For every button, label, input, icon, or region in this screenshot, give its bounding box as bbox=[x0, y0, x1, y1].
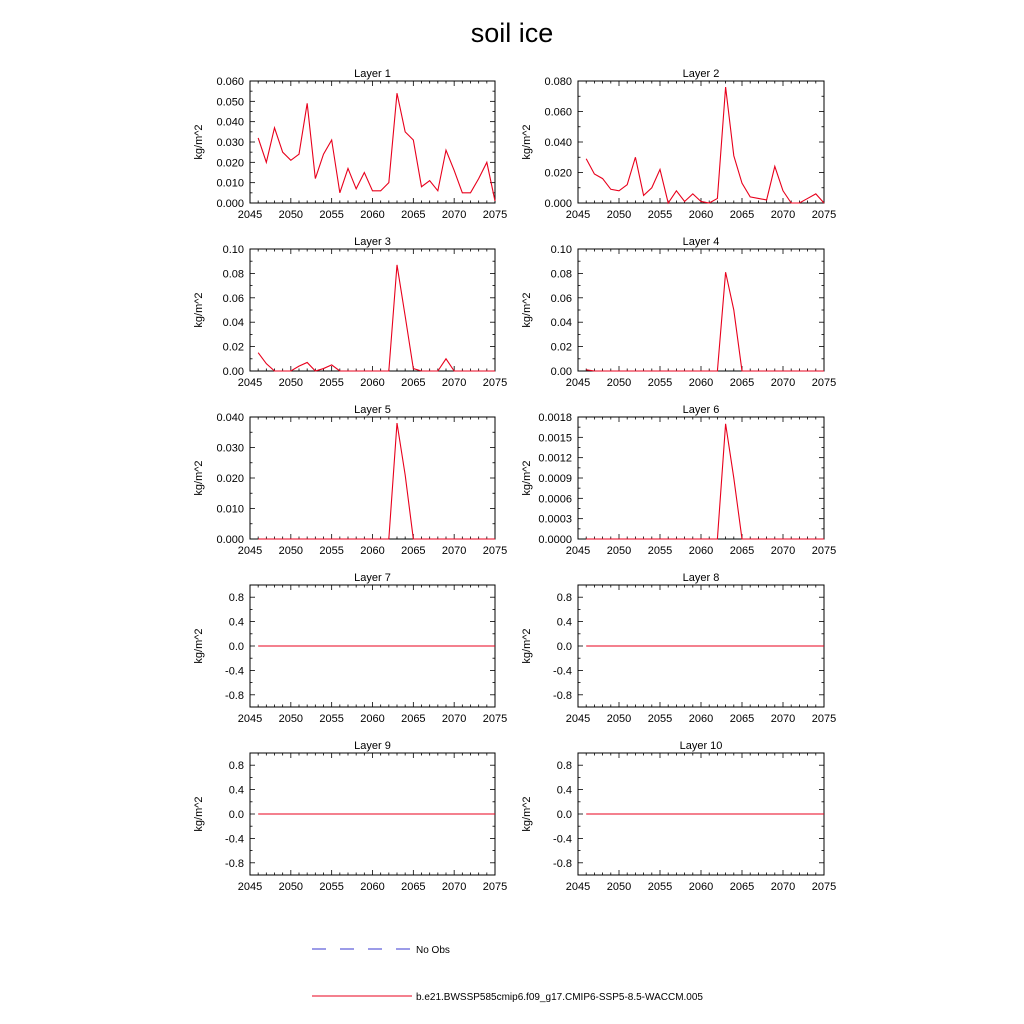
x-tick-label: 2075 bbox=[482, 209, 508, 221]
series-line bbox=[258, 265, 495, 371]
x-tick-label: 2065 bbox=[729, 209, 755, 221]
x-tick-label: 2055 bbox=[319, 881, 344, 893]
x-tick-label: 2075 bbox=[811, 713, 837, 725]
series-line bbox=[586, 424, 824, 539]
x-tick-label: 2070 bbox=[441, 377, 467, 389]
x-tick-label: 2050 bbox=[606, 209, 632, 221]
panel-title: Layer 4 bbox=[682, 236, 720, 248]
x-tick-label: 2065 bbox=[401, 209, 426, 221]
y-tick-label: 0.4 bbox=[556, 784, 572, 797]
x-tick-label: 2065 bbox=[729, 545, 755, 557]
x-tick-label: 2055 bbox=[319, 209, 344, 221]
y-tick-label: -0.4 bbox=[225, 665, 244, 678]
panel-title: Layer 6 bbox=[682, 404, 720, 416]
y-tick-label: 0.050 bbox=[216, 96, 244, 109]
x-tick-label: 2070 bbox=[770, 881, 796, 893]
y-tick-label: 0.060 bbox=[544, 106, 572, 119]
x-tick-label: 2070 bbox=[441, 881, 467, 893]
x-tick-label: 2045 bbox=[565, 545, 591, 557]
x-tick-label: 2065 bbox=[401, 377, 426, 389]
x-tick-label: 2060 bbox=[360, 881, 385, 893]
y-tick-label: 0.010 bbox=[216, 177, 244, 190]
x-tick-label: 2065 bbox=[401, 881, 426, 893]
x-tick-label: 2070 bbox=[770, 713, 796, 725]
y-tick-label: 0.0006 bbox=[538, 493, 572, 506]
x-tick-label: 2075 bbox=[482, 545, 508, 557]
legend-label-model: b.e21.BWSSP585cmip6.f09_g17.CMIP6-SSP5-8.5-WACCM.005 bbox=[416, 992, 703, 1003]
x-tick-label: 2060 bbox=[688, 713, 714, 725]
y-tick-label: 0.020 bbox=[544, 167, 572, 180]
y-tick-label: 0.8 bbox=[228, 760, 244, 773]
y-tick-label: 0.00 bbox=[550, 366, 572, 378]
x-tick-label: 2065 bbox=[729, 881, 755, 893]
plot-frame bbox=[578, 81, 824, 203]
x-tick-label: 2070 bbox=[441, 713, 467, 725]
y-axis-label: kg/m^2 bbox=[193, 460, 205, 496]
x-tick-label: 2045 bbox=[237, 713, 263, 725]
x-tick-label: 2055 bbox=[319, 545, 344, 557]
y-tick-label: 0.030 bbox=[216, 442, 244, 455]
y-tick-label: 0.0018 bbox=[538, 412, 572, 424]
y-tick-label: 0.0009 bbox=[538, 473, 572, 485]
y-tick-label: 0.4 bbox=[556, 616, 572, 629]
x-tick-label: 2045 bbox=[237, 209, 263, 221]
x-tick-label: 2055 bbox=[647, 881, 673, 893]
y-tick-label: 0.06 bbox=[222, 292, 244, 305]
x-tick-label: 2060 bbox=[360, 545, 385, 557]
x-tick-label: 2055 bbox=[647, 209, 673, 221]
y-axis-label: kg/m^2 bbox=[521, 124, 533, 160]
y-tick-label: 0.000 bbox=[216, 198, 244, 210]
panel-title: Layer 10 bbox=[679, 740, 723, 752]
y-tick-label: -0.4 bbox=[553, 833, 572, 846]
y-tick-label: 0.040 bbox=[544, 137, 572, 149]
legend bbox=[312, 945, 703, 1003]
panel-layer-3 bbox=[193, 236, 507, 389]
y-tick-label: 0.030 bbox=[216, 137, 244, 149]
panel-layer-2 bbox=[521, 68, 836, 221]
y-tick-label: 0.0 bbox=[556, 641, 572, 653]
panel-layer-8 bbox=[521, 572, 836, 725]
panels bbox=[193, 68, 836, 893]
y-tick-label: 0.0012 bbox=[538, 452, 572, 465]
x-tick-label: 2055 bbox=[647, 377, 673, 389]
x-tick-label: 2075 bbox=[482, 881, 508, 893]
y-tick-label: 0.4 bbox=[228, 784, 244, 797]
y-tick-label: 0.040 bbox=[216, 412, 244, 424]
x-tick-label: 2060 bbox=[360, 377, 385, 389]
y-tick-label: 0.08 bbox=[222, 268, 244, 281]
x-tick-label: 2075 bbox=[811, 545, 837, 557]
y-tick-label: 0.8 bbox=[556, 760, 572, 773]
y-tick-label: 0.00 bbox=[222, 366, 244, 378]
x-tick-label: 2050 bbox=[278, 713, 304, 725]
y-tick-label: 0.0015 bbox=[538, 432, 572, 445]
x-tick-label: 2060 bbox=[688, 545, 714, 557]
x-tick-label: 2050 bbox=[606, 377, 632, 389]
x-tick-label: 2075 bbox=[482, 377, 508, 389]
y-tick-label: 0.020 bbox=[216, 157, 244, 170]
y-tick-label: 0.020 bbox=[216, 473, 244, 485]
x-tick-label: 2055 bbox=[319, 377, 344, 389]
panel-layer-6 bbox=[521, 404, 836, 557]
y-tick-label: 0.10 bbox=[550, 244, 572, 256]
y-tick-label: 0.000 bbox=[544, 198, 572, 210]
x-tick-label: 2070 bbox=[770, 377, 796, 389]
panel-layer-1 bbox=[193, 68, 507, 221]
x-tick-label: 2045 bbox=[237, 545, 263, 557]
x-tick-label: 2060 bbox=[688, 377, 714, 389]
panel-layer-10 bbox=[521, 740, 836, 893]
y-tick-label: 0.04 bbox=[550, 317, 572, 330]
plot-frame bbox=[250, 249, 495, 371]
x-tick-label: 2060 bbox=[360, 209, 385, 221]
plot-frame bbox=[578, 417, 824, 539]
y-axis-label: kg/m^2 bbox=[193, 796, 205, 832]
y-axis-label: kg/m^2 bbox=[193, 124, 205, 160]
panel-layer-4 bbox=[521, 236, 836, 389]
y-tick-label: 0.04 bbox=[222, 317, 244, 330]
x-tick-label: 2050 bbox=[278, 377, 304, 389]
x-tick-label: 2065 bbox=[401, 713, 426, 725]
y-tick-label: -0.8 bbox=[225, 689, 244, 702]
panel-title: Layer 8 bbox=[682, 572, 720, 584]
x-tick-label: 2075 bbox=[811, 209, 837, 221]
series-line bbox=[586, 272, 824, 371]
x-tick-label: 2055 bbox=[647, 545, 673, 557]
x-tick-label: 2060 bbox=[688, 209, 714, 221]
panel-title: Layer 1 bbox=[354, 68, 391, 80]
y-axis-label: kg/m^2 bbox=[193, 292, 205, 328]
x-tick-label: 2065 bbox=[729, 713, 755, 725]
y-tick-label: 0.010 bbox=[216, 503, 244, 516]
x-tick-label: 2045 bbox=[565, 713, 591, 725]
y-tick-label: -0.4 bbox=[553, 665, 572, 678]
x-tick-label: 2075 bbox=[811, 377, 837, 389]
panel-layer-5 bbox=[193, 404, 507, 557]
y-axis-label: kg/m^2 bbox=[193, 628, 205, 664]
y-tick-label: -0.8 bbox=[553, 857, 572, 870]
series-line bbox=[586, 87, 824, 203]
y-tick-label: 0.0003 bbox=[538, 513, 572, 526]
y-axis-label: kg/m^2 bbox=[521, 460, 533, 496]
y-tick-label: 0.060 bbox=[216, 76, 244, 88]
series-line bbox=[258, 93, 495, 201]
x-tick-label: 2045 bbox=[237, 377, 263, 389]
y-tick-label: 0.0 bbox=[228, 641, 244, 653]
x-tick-label: 2050 bbox=[278, 881, 304, 893]
x-tick-label: 2070 bbox=[441, 545, 467, 557]
x-tick-label: 2050 bbox=[606, 713, 632, 725]
x-tick-label: 2050 bbox=[278, 545, 304, 557]
y-tick-label: 0.4 bbox=[228, 616, 244, 629]
x-tick-label: 2050 bbox=[606, 545, 632, 557]
y-tick-label: 0.080 bbox=[544, 76, 572, 88]
panel-title: Layer 7 bbox=[354, 572, 391, 584]
y-tick-label: 0.08 bbox=[550, 268, 572, 281]
x-tick-label: 2045 bbox=[565, 377, 591, 389]
x-tick-label: 2055 bbox=[319, 713, 344, 725]
x-tick-label: 2045 bbox=[565, 881, 591, 893]
y-tick-label: 0.10 bbox=[222, 244, 244, 256]
y-axis-label: kg/m^2 bbox=[521, 292, 533, 328]
x-tick-label: 2050 bbox=[606, 881, 632, 893]
legend-label-no-obs: No Obs bbox=[416, 945, 450, 956]
y-tick-label: 0.06 bbox=[550, 292, 572, 305]
figure-title: soil ice bbox=[470, 18, 554, 48]
series-line bbox=[258, 423, 495, 539]
plot-frame bbox=[578, 249, 824, 371]
panel-title: Layer 5 bbox=[354, 404, 391, 416]
x-tick-label: 2045 bbox=[565, 209, 591, 221]
y-tick-label: 0.8 bbox=[228, 592, 244, 605]
x-tick-label: 2070 bbox=[441, 209, 467, 221]
x-tick-label: 2075 bbox=[811, 881, 837, 893]
x-tick-label: 2045 bbox=[237, 881, 263, 893]
y-tick-label: 0.8 bbox=[556, 592, 572, 605]
y-tick-label: 0.02 bbox=[550, 341, 572, 354]
y-tick-label: 0.000 bbox=[216, 534, 244, 546]
y-axis-label: kg/m^2 bbox=[521, 628, 533, 664]
x-tick-label: 2055 bbox=[647, 713, 673, 725]
y-tick-label: -0.8 bbox=[553, 689, 572, 702]
x-tick-label: 2060 bbox=[688, 881, 714, 893]
plot-frame bbox=[250, 417, 495, 539]
panel-layer-9 bbox=[193, 740, 507, 893]
x-tick-label: 2060 bbox=[360, 713, 385, 725]
y-tick-label: 0.040 bbox=[216, 116, 244, 129]
x-tick-label: 2065 bbox=[401, 545, 426, 557]
y-tick-label: 0.0 bbox=[556, 809, 572, 821]
x-tick-label: 2075 bbox=[482, 713, 508, 725]
y-tick-label: 0.0 bbox=[228, 809, 244, 821]
panel-title: Layer 9 bbox=[354, 740, 391, 752]
y-tick-label: -0.8 bbox=[225, 857, 244, 870]
y-axis-label: kg/m^2 bbox=[521, 796, 533, 832]
y-tick-label: -0.4 bbox=[225, 833, 244, 846]
x-tick-label: 2070 bbox=[770, 545, 796, 557]
plot-frame bbox=[250, 81, 495, 203]
panel-title: Layer 2 bbox=[682, 68, 720, 80]
y-tick-label: 0.02 bbox=[222, 341, 244, 354]
x-tick-label: 2065 bbox=[729, 377, 755, 389]
panel-layer-7 bbox=[193, 572, 507, 725]
panel-title: Layer 3 bbox=[354, 236, 391, 248]
x-tick-label: 2070 bbox=[770, 209, 796, 221]
x-tick-label: 2050 bbox=[278, 209, 304, 221]
y-tick-label: 0.0000 bbox=[538, 534, 572, 546]
